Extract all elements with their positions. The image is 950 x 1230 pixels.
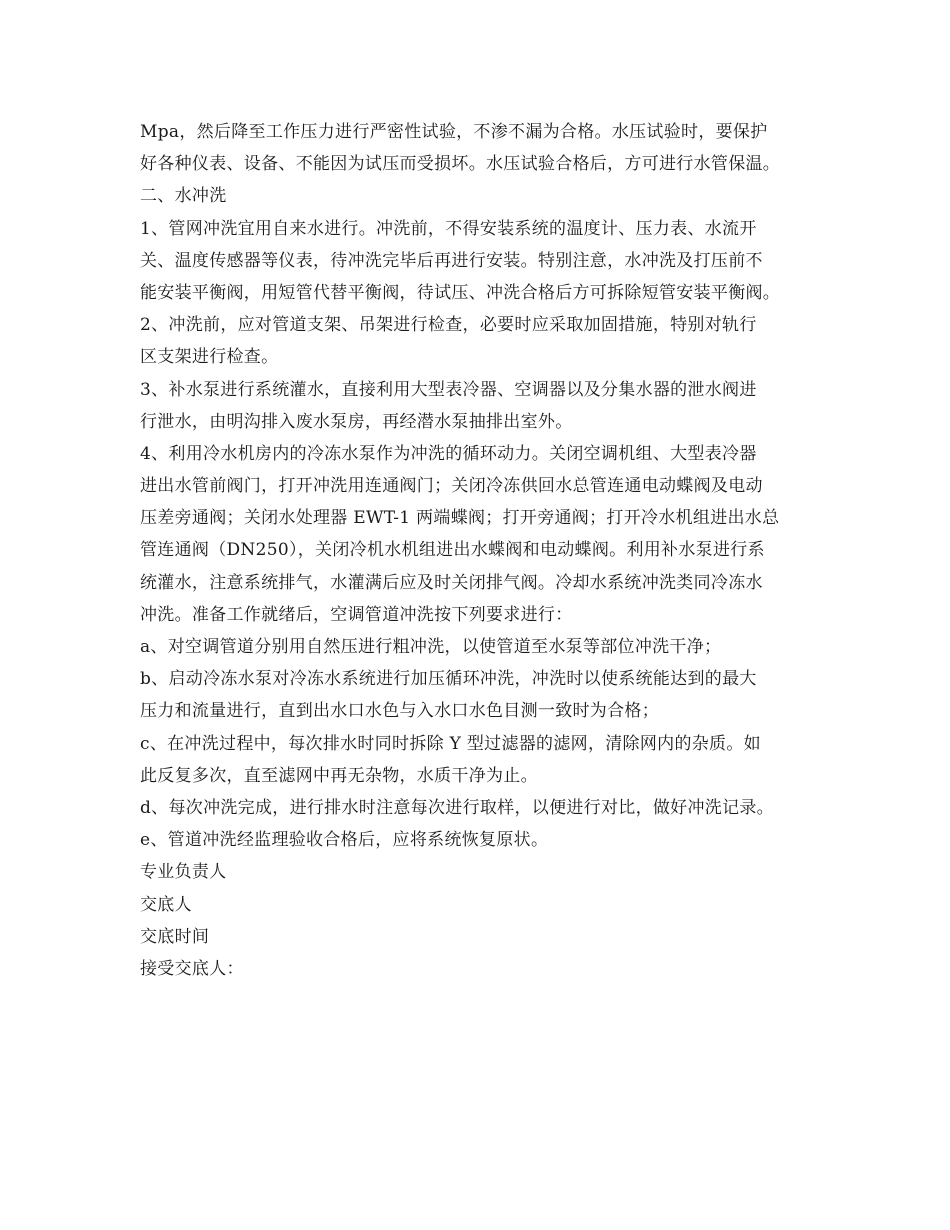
text-line: e、管道冲洗经监理验收合格后，应将系统恢复原状。	[140, 830, 549, 851]
text-line: 能安装平衡阀，用短管代替平衡阀，待试压、冲洗合格后方可拆除短管安装平衡阀。	[140, 282, 781, 303]
signature-label-briefer: 交底人	[140, 894, 192, 915]
text-line: 压差旁通阀；关闭水处理器 EWT-1 两端蝶阀；打开旁通阀；打开冷水机组进出水总	[140, 508, 780, 529]
signature-label-lead: 专业负责人	[140, 862, 227, 883]
text-line: 进出水管前阀门，打开冲洗用连通阀门；关闭冷冻供回水总管连通电动蝶阀及电动	[140, 476, 763, 497]
text-line: 好各种仪表、设备、不能因为试压而受损坏。水压试验合格后，方可进行水管保温。	[140, 154, 781, 175]
text-line: 统灌水，注意系统排气，水灌满后应及时关闭排气阀。冷却水系统冲洗类同冷冻水	[140, 572, 763, 593]
text-line: d、每次冲洗完成，进行排水时注意每次进行取样，以便进行对比，做好冲洗记录。	[140, 797, 774, 818]
text-line: Mpa，然后降至工作压力进行严密性试验，不渗不漏为合格。水压试验时，要保护	[140, 122, 768, 142]
text-line: b、启动冷冻水泵对冷冻水系统进行加压循环冲洗，冲洗时以使系统能达到的最大	[140, 669, 757, 690]
text-line: c、在冲洗过程中，每次排水时同时拆除 Y 型过滤器的滤网，清除网内的杂质。如	[140, 733, 761, 754]
text-line: 管连通阀（DN250），关闭冷机水机组进出水蝶阀和电动蝶阀。利用补水泵进行系	[140, 540, 765, 561]
text-line: 此反复多次，直至滤网中再无杂物，水质干净为止。	[140, 765, 538, 786]
text-line: 压力和流量进行，直到出水口水色与入水口水色目测一致时为合格；	[140, 701, 659, 722]
text-line: 冲洗。准备工作就绪后，空调管道冲洗按下列要求进行：	[140, 604, 573, 625]
text-line: 行泄水，由明沟排入废水泵房，再经潜水泵抽排出室外。	[140, 411, 573, 432]
text-line: a、对空调管道分别用自然压进行粗冲洗，以使管道至水泵等部位冲洗干净；	[140, 637, 722, 657]
section-heading: 二、水冲洗	[140, 186, 227, 207]
document-body	[140, 116, 820, 985]
text-line: 2、冲洗前，应对管道支架、吊架进行检查，必要时应采取加固措施，特别对轨行	[140, 315, 757, 336]
signature-label-recipient: 接受交底人：	[140, 958, 244, 979]
text-line: 1、管网冲洗宜用自来水进行。冲洗前，不得安装系统的温度计、压力表、水流开	[140, 218, 757, 239]
text-line: 区支架进行检查。	[140, 347, 279, 368]
text-line: 4、利用冷水机房内的冷冻水泵作为冲洗的循环动力。关闭空调机组、大型表冷器	[140, 443, 757, 464]
signature-label-time: 交底时间	[140, 926, 210, 947]
text-line: 关、温度传感器等仪表，待冲洗完毕后再进行安装。特别注意，水冲洗及打压前不	[140, 250, 763, 271]
text-line: 3、补水泵进行系统灌水，直接利用大型表冷器、空调器以及分集水器的泄水阀进	[140, 379, 757, 400]
